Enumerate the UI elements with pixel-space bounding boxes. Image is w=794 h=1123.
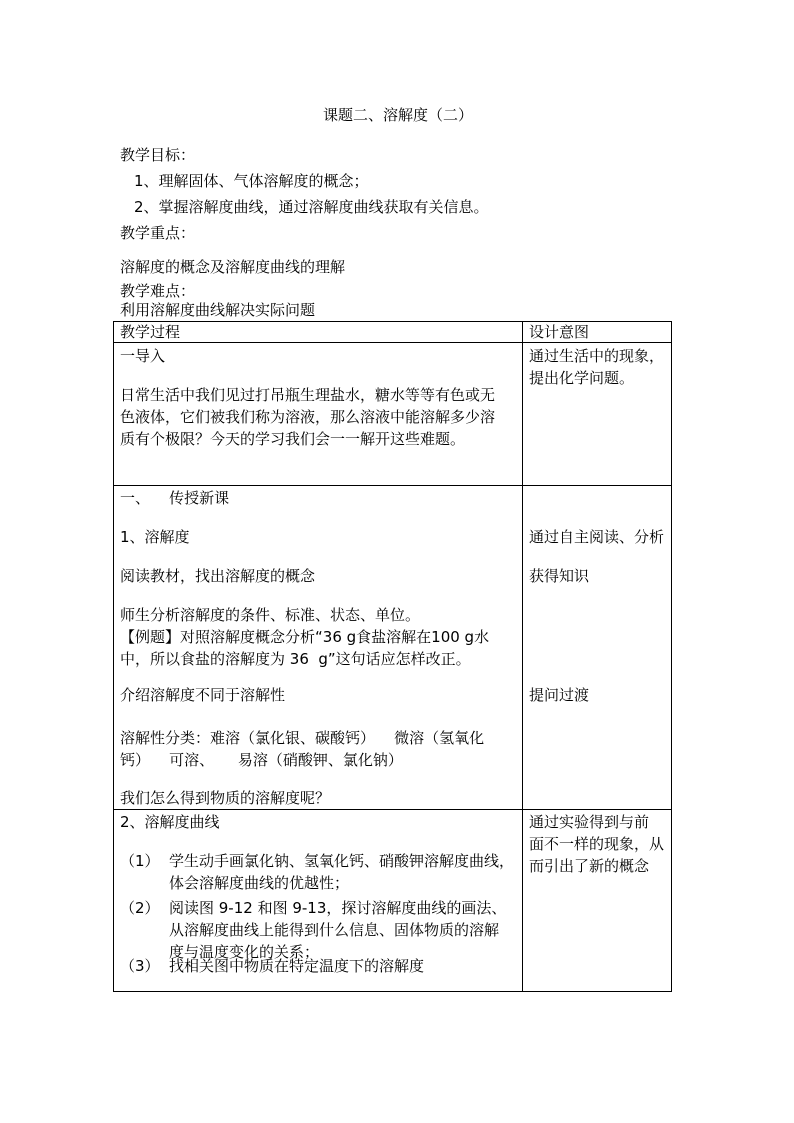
intent-transition: 提问过渡 — [529, 686, 590, 704]
curve-intent-line: 通过实验得到与前 — [529, 813, 650, 831]
example-line: 【例题】对照溶解度概念分析“36 g食盐溶解在100 g水 — [120, 628, 490, 646]
header-intent: 设计意图 — [529, 323, 590, 341]
curve-item-line: 度与温度变化的关系； — [169, 943, 320, 961]
key-heading: 教学重点： — [120, 224, 196, 242]
curve-item-line: 从溶解度曲线上能得到什么信息、固体物质的溶解 — [169, 921, 500, 939]
transition-question: 我们怎么得到物质的溶解度呢？ — [120, 789, 331, 807]
curve-item-number: （1） — [120, 852, 160, 870]
intro-line: 质有个极限？今天的学习我们会一一解开这些难题。 — [120, 430, 466, 448]
solubility-subheading: 1、溶解度 — [120, 528, 190, 546]
analyze-line: 师生分析溶解度的条件、标准、状态、单位。 — [120, 606, 421, 624]
row-divider — [114, 809, 671, 810]
intro-difference: 介绍溶解度不同于溶解性 — [120, 686, 286, 704]
new-lesson-heading: 一、 传授新课 — [120, 489, 230, 507]
curve-item-line: 体会溶解度曲线的优越性； — [169, 874, 350, 892]
lesson-table — [113, 321, 672, 992]
curve-heading: 2、溶解度曲线 — [120, 813, 220, 831]
classification-line: 溶解性分类：难溶（氯化银、碳酸钙） 微溶（氢氧化 — [120, 729, 485, 747]
column-divider — [522, 322, 523, 991]
classification-line: 钙） 可溶、 易溶（硝酸钾、氯化钠） — [120, 751, 403, 769]
row-divider — [114, 485, 671, 486]
intro-title: 一导入 — [120, 347, 166, 365]
curve-intent-line: 而引出了新的概念 — [529, 857, 650, 875]
intro-intent-line: 提出化学问题。 — [529, 369, 635, 387]
curve-intent-line: 面不一样的现象，从 — [529, 835, 665, 853]
curve-item-line: 阅读图 9-12 和图 9-13，探讨溶解度曲线的画法、 — [169, 899, 507, 917]
difficulty-text: 利用溶解度曲线解决实际问题 — [120, 301, 316, 319]
example-line: 中，所以食盐的溶解度为 36 g”这句话应怎样改正。 — [120, 650, 471, 668]
intro-line: 日常生活中我们见过打吊瓶生理盐水，糖水等等有色或无 — [120, 386, 496, 404]
curve-item-line: 学生动手画氯化钠、氢氧化钙、硝酸钾溶解度曲线， — [169, 852, 515, 870]
header-process: 教学过程 — [120, 323, 181, 341]
read-textbook: 阅读教材，找出溶解度的概念 — [120, 567, 316, 585]
intent-self-reading: 通过自主阅读、分析 — [529, 528, 665, 546]
key-text: 溶解度的概念及溶解度曲线的理解 — [120, 258, 346, 276]
curve-item-number: （3） — [120, 957, 160, 975]
intent-gain-knowledge: 获得知识 — [529, 567, 590, 585]
intro-line: 色液体，它们被我们称为溶液，那么溶液中能溶解多少溶 — [120, 408, 496, 426]
goal-item-1: 1、理解固体、气体溶解度的概念； — [134, 172, 369, 190]
difficulty-heading: 教学难点： — [120, 282, 196, 300]
curve-item-line: 找相关图中物质在特定温度下的溶解度 — [169, 957, 425, 975]
intro-intent-line: 通过生活中的现象， — [529, 347, 665, 365]
page-title: 课题二、溶解度（二） — [323, 106, 474, 124]
goal-item-2: 2、掌握溶解度曲线，通过溶解度曲线获取有关信息。 — [134, 198, 489, 216]
goals-heading: 教学目标： — [120, 146, 196, 164]
curve-item-number: （2） — [120, 899, 160, 917]
